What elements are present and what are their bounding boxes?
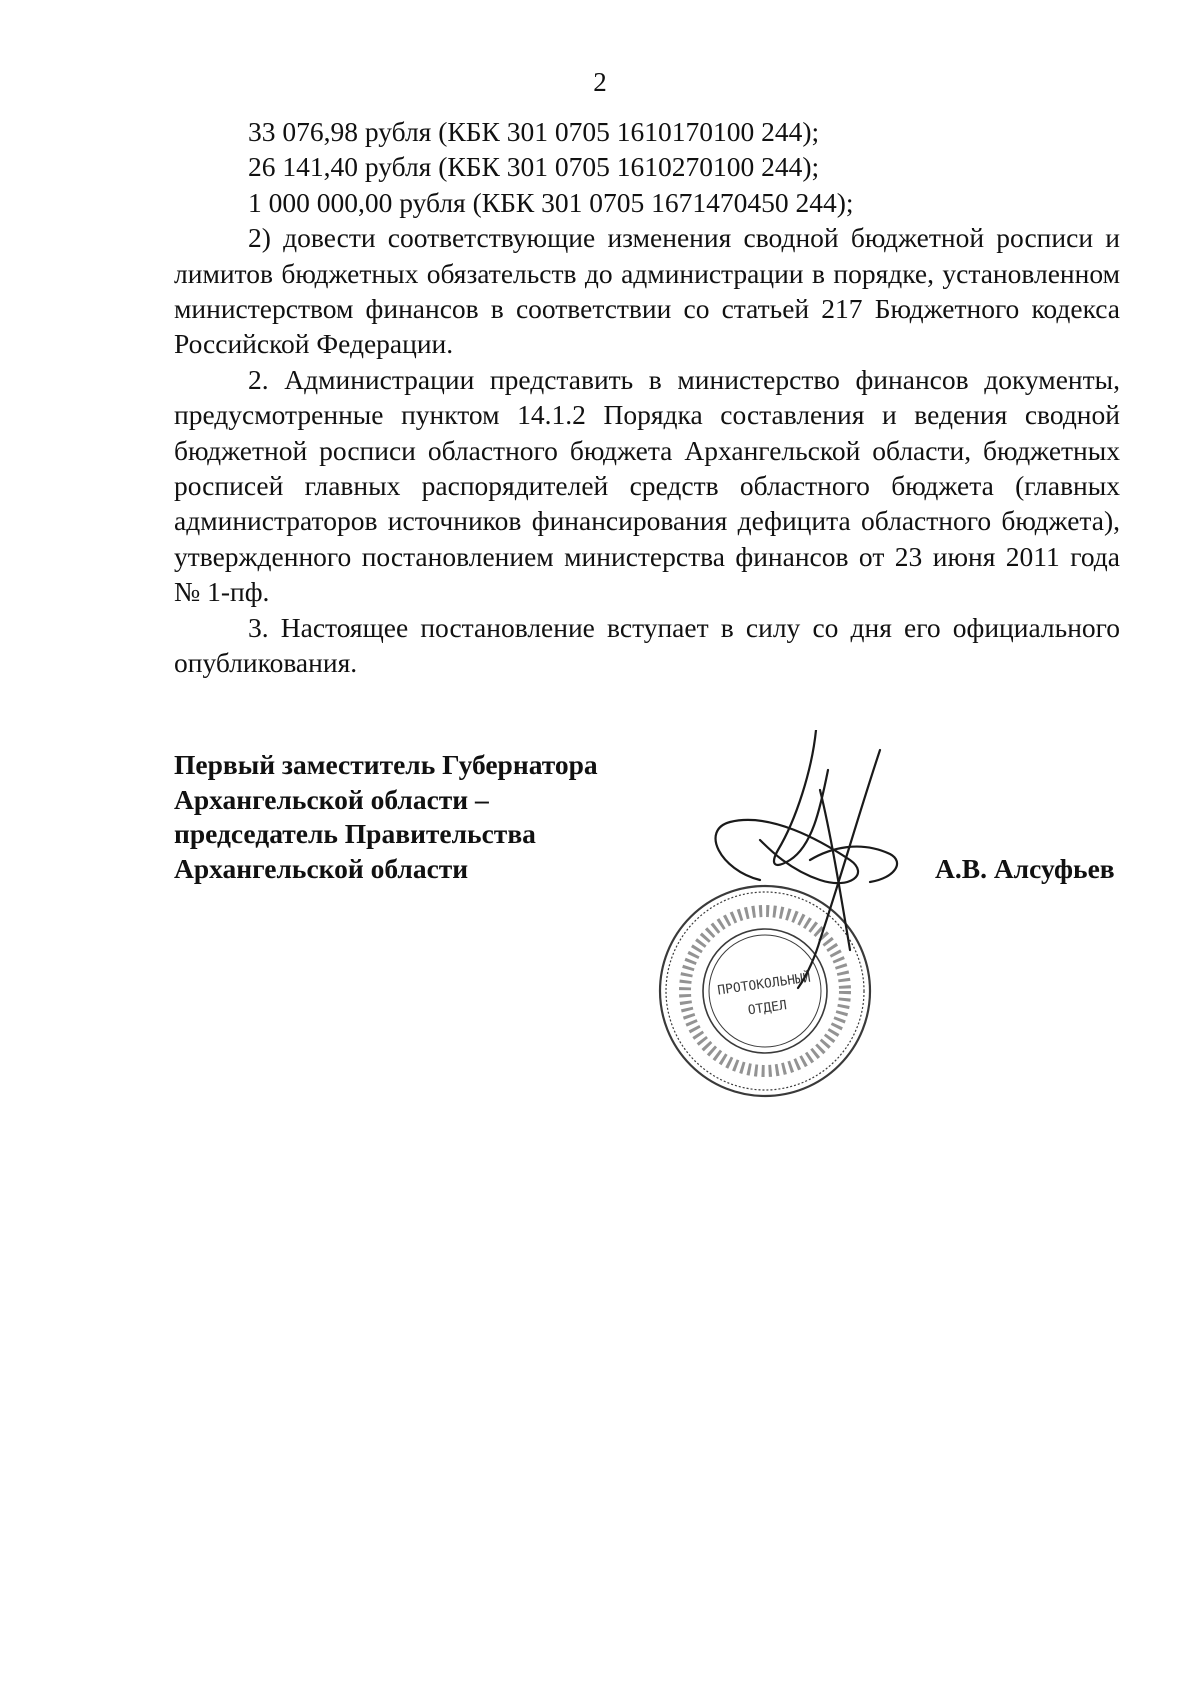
document-body: [174, 114, 1120, 681]
signatory-name: А.В. Алсуфьев: [935, 853, 1115, 884]
signatory-title: [174, 748, 674, 886]
amount-line-1: 33 076,98 рубля (КБК 301 0705 1610170100 244);: [248, 116, 820, 147]
handwritten-signature-icon: [700, 730, 950, 990]
amount-line-3: 1 000 000,00 рубля (КБК 301 0705 1671470450 244);: [248, 186, 854, 218]
paragraph-entry-into-force: 3. Настоящее постановление вступает в силу со дня его официального опубликования.: [174, 611, 1120, 679]
amount-line-2: 26 141,40 рубля (КБК 301 0705 1610270100 244);: [248, 151, 820, 183]
signatory-title-line: Архангельской области –: [174, 783, 489, 815]
stamp-text-line-2: ОТДЕЛ: [747, 998, 788, 1019]
signatory-title-line: Первый заместитель Губернатора: [174, 749, 598, 780]
stamp-text-line-1: ПРОТОКОЛЬНЫЙ: [716, 970, 812, 999]
paragraph-administration-documents: 2. Администрации представить в министерство финансов документы, предусмотренные пунктом 14.1.2 Порядка составления и ведения сводной бюджетной росписи областного бюджета Архангельской области, бюджетных росписей главных распорядителей средств областного бюджета (главных администраторов источников финансирования дефицита областного бюджета), утвержденного постановлением министерства финансов от 23 июня 2011 года № 1-пф.: [174, 363, 1120, 608]
page-number: 2: [593, 67, 607, 97]
signatory-title-line: председатель Правительства: [174, 818, 536, 849]
paragraph-budget-changes: 2) довести соответствующие изменения сводной бюджетной росписи и лимитов бюджетных обязательств до администрации в порядке, установленном министерством финансов в соответствии со статьей 217 Бюджетного кодекса Российской Федерации.: [174, 222, 1120, 360]
signatory-title-line: Архангельской области: [174, 852, 469, 884]
